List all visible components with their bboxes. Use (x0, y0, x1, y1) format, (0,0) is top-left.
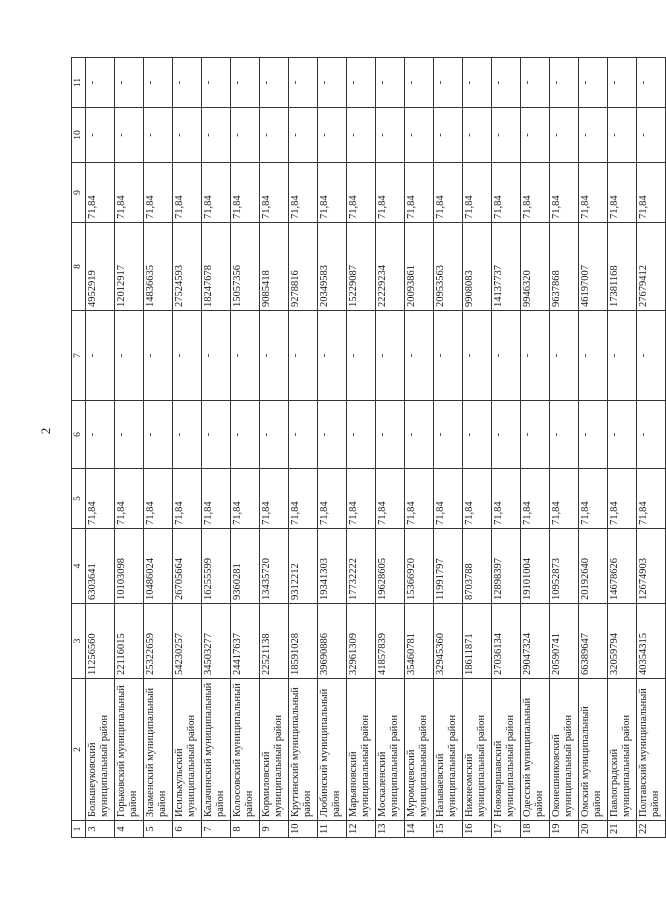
empty-value-cell: - (608, 401, 637, 469)
empty-value-cell: - (376, 401, 405, 469)
value-cell-c5: 71,84 (173, 469, 202, 529)
value-cell-c9: 71,84 (637, 163, 666, 223)
district-name-cell: Оконешниковский муниципальный район (550, 679, 579, 821)
empty-value-cell: - (173, 108, 202, 163)
column-number-1: 1 (72, 821, 86, 838)
empty-value-cell: - (579, 311, 608, 401)
value-cell-c9: 71,84 (608, 163, 637, 223)
value-cell-c3: 66389647 (579, 604, 608, 679)
district-name-cell: Исилькульский муниципальный район (173, 679, 202, 821)
value-cell-c3: 34503277 (202, 604, 231, 679)
table-row (405, 58, 434, 838)
empty-value-cell: - (492, 58, 521, 108)
value-cell-c8: 20349583 (318, 223, 347, 311)
district-name-cell: Нововаршавский муниципальный район (492, 679, 521, 821)
value-cell-c9: 71,84 (231, 163, 260, 223)
district-name-cell: Москаленский муниципальный район (376, 679, 405, 821)
value-cell-c8: 22229234 (376, 223, 405, 311)
value-cell-c3: 18611871 (463, 604, 492, 679)
column-number-2: 2 (72, 679, 86, 821)
value-cell-c9: 71,84 (347, 163, 376, 223)
value-cell-c4: 11991797 (434, 529, 463, 604)
empty-value-cell: - (521, 311, 550, 401)
empty-value-cell: - (434, 401, 463, 469)
value-cell-c9: 71,84 (260, 163, 289, 223)
value-cell-c9: 71,84 (550, 163, 579, 223)
row-number-cell: 22 (637, 821, 666, 838)
value-cell-c8: 14836635 (144, 223, 173, 311)
empty-value-cell: - (463, 108, 492, 163)
empty-value-cell: - (202, 401, 231, 469)
value-cell-c4: 19628605 (376, 529, 405, 604)
value-cell-c8: 9946320 (521, 223, 550, 311)
district-name-cell: Омский муниципальный район (579, 679, 608, 821)
value-cell-c9: 71,84 (115, 163, 144, 223)
empty-value-cell: - (405, 58, 434, 108)
empty-value-cell: - (608, 311, 637, 401)
value-cell-c4: 17732222 (347, 529, 376, 604)
row-number-cell: 15 (434, 821, 463, 838)
district-name-cell: Крутинский муниципальный район (289, 679, 318, 821)
row-number-cell: 5 (144, 821, 173, 838)
value-cell-c8: 27524593 (173, 223, 202, 311)
empty-value-cell: - (405, 401, 434, 469)
value-cell-c5: 71,84 (637, 469, 666, 529)
empty-value-cell: - (434, 58, 463, 108)
value-cell-c5: 71,84 (231, 469, 260, 529)
value-cell-c8: 15057356 (231, 223, 260, 311)
value-cell-c4: 10103098 (115, 529, 144, 604)
district-name-cell: Нижнеомский муниципальный район (463, 679, 492, 821)
value-cell-c9: 71,84 (318, 163, 347, 223)
table-body (72, 58, 666, 838)
empty-value-cell: - (521, 401, 550, 469)
value-cell-c3: 27036134 (492, 604, 521, 679)
row-number-cell: 17 (492, 821, 521, 838)
value-cell-c9: 71,84 (289, 163, 318, 223)
empty-value-cell: - (608, 58, 637, 108)
empty-value-cell: - (405, 108, 434, 163)
empty-value-cell: - (115, 311, 144, 401)
budget-table (71, 57, 666, 838)
value-cell-c8: 9085418 (260, 223, 289, 311)
row-number-cell: 3 (86, 821, 115, 838)
column-number-4: 4 (72, 529, 86, 604)
table-row (492, 58, 521, 838)
empty-value-cell: - (550, 401, 579, 469)
empty-value-cell: - (231, 58, 260, 108)
value-cell-c5: 71,84 (202, 469, 231, 529)
row-number-cell: 6 (173, 821, 202, 838)
value-cell-c4: 9312212 (289, 529, 318, 604)
empty-value-cell: - (637, 108, 666, 163)
empty-value-cell: - (492, 311, 521, 401)
value-cell-c5: 71,84 (289, 469, 318, 529)
table-row (173, 58, 202, 838)
empty-value-cell: - (637, 311, 666, 401)
district-name-cell: Называевский муниципальный район (434, 679, 463, 821)
column-number-11: 11 (72, 58, 86, 108)
value-cell-c9: 71,84 (521, 163, 550, 223)
value-cell-c4: 12674903 (637, 529, 666, 604)
district-name-cell: Павлоградский муниципальный район (608, 679, 637, 821)
district-name-cell: Полтавский муниципальный район (637, 679, 666, 821)
district-name-cell: Калачинский муниципальный район (202, 679, 231, 821)
row-number-cell: 9 (260, 821, 289, 838)
value-cell-c3: 39690886 (318, 604, 347, 679)
empty-value-cell: - (376, 108, 405, 163)
district-name-cell: Горьковский муниципальный район (115, 679, 144, 821)
table-row (115, 58, 144, 838)
value-cell-c9: 71,84 (579, 163, 608, 223)
empty-value-cell: - (318, 311, 347, 401)
value-cell-c3: 32059794 (608, 604, 637, 679)
value-cell-c9: 71,84 (144, 163, 173, 223)
table-row (260, 58, 289, 838)
value-cell-c8: 15229087 (347, 223, 376, 311)
value-cell-c4: 6303641 (86, 529, 115, 604)
empty-value-cell: - (115, 58, 144, 108)
empty-value-cell: - (463, 311, 492, 401)
value-cell-c5: 71,84 (347, 469, 376, 529)
empty-value-cell: - (231, 401, 260, 469)
empty-value-cell: - (463, 58, 492, 108)
row-number-cell: 11 (318, 821, 347, 838)
empty-value-cell: - (173, 311, 202, 401)
empty-value-cell: - (579, 58, 608, 108)
table-row (463, 58, 492, 838)
empty-value-cell: - (550, 58, 579, 108)
empty-value-cell: - (376, 58, 405, 108)
table-row (86, 58, 115, 838)
district-name-cell: Большеуковский муниципальный район (86, 679, 115, 821)
column-number-8: 8 (72, 223, 86, 311)
district-name-cell: Муромцевский муниципальный район (405, 679, 434, 821)
empty-value-cell: - (550, 108, 579, 163)
value-cell-c5: 71,84 (579, 469, 608, 529)
value-cell-c3: 22521138 (260, 604, 289, 679)
value-cell-c5: 71,84 (434, 469, 463, 529)
empty-value-cell: - (260, 108, 289, 163)
district-name-cell: Знаменский муниципальный район (144, 679, 173, 821)
value-cell-c8: 27679412 (637, 223, 666, 311)
table-row (231, 58, 260, 838)
empty-value-cell: - (144, 401, 173, 469)
empty-value-cell: - (376, 311, 405, 401)
empty-value-cell: - (492, 401, 521, 469)
value-cell-c9: 71,84 (434, 163, 463, 223)
empty-value-cell: - (347, 58, 376, 108)
value-cell-c8: 20953563 (434, 223, 463, 311)
value-cell-c9: 71,84 (492, 163, 521, 223)
empty-value-cell: - (144, 311, 173, 401)
row-number-cell: 13 (376, 821, 405, 838)
value-cell-c9: 71,84 (202, 163, 231, 223)
value-cell-c8: 14137737 (492, 223, 521, 311)
value-cell-c5: 71,84 (318, 469, 347, 529)
empty-value-cell: - (637, 401, 666, 469)
row-number-cell: 4 (115, 821, 144, 838)
empty-value-cell: - (521, 108, 550, 163)
empty-value-cell: - (86, 58, 115, 108)
column-number-10: 10 (72, 108, 86, 163)
empty-value-cell: - (434, 108, 463, 163)
empty-value-cell: - (318, 401, 347, 469)
value-cell-c9: 71,84 (463, 163, 492, 223)
row-number-cell: 20 (579, 821, 608, 838)
value-cell-c9: 71,84 (86, 163, 115, 223)
value-cell-c4: 12898397 (492, 529, 521, 604)
empty-value-cell: - (579, 108, 608, 163)
value-cell-c9: 71,84 (376, 163, 405, 223)
value-cell-c3: 25322659 (144, 604, 173, 679)
value-cell-c5: 71,84 (608, 469, 637, 529)
value-cell-c5: 71,84 (115, 469, 144, 529)
value-cell-c4: 13435720 (260, 529, 289, 604)
column-number-row (72, 58, 86, 838)
empty-value-cell: - (260, 58, 289, 108)
value-cell-c4: 16255599 (202, 529, 231, 604)
column-number-7: 7 (72, 311, 86, 401)
empty-value-cell: - (521, 58, 550, 108)
empty-value-cell: - (289, 58, 318, 108)
table-row (637, 58, 666, 838)
page-number: 2 (38, 427, 53, 435)
table-row (318, 58, 347, 838)
value-cell-c8: 12012917 (115, 223, 144, 311)
value-cell-c3: 18591028 (289, 604, 318, 679)
empty-value-cell: - (231, 311, 260, 401)
value-cell-c4: 15366920 (405, 529, 434, 604)
value-cell-c5: 71,84 (521, 469, 550, 529)
table-row (579, 58, 608, 838)
row-number-cell: 16 (463, 821, 492, 838)
table-row (144, 58, 173, 838)
value-cell-c3: 20590741 (550, 604, 579, 679)
value-cell-c5: 71,84 (492, 469, 521, 529)
value-cell-c9: 71,84 (405, 163, 434, 223)
table-row (550, 58, 579, 838)
empty-value-cell: - (347, 311, 376, 401)
value-cell-c5: 71,84 (144, 469, 173, 529)
empty-value-cell: - (492, 108, 521, 163)
value-cell-c4: 14678626 (608, 529, 637, 604)
row-number-cell: 8 (231, 821, 260, 838)
row-number-cell: 21 (608, 821, 637, 838)
row-number-cell: 12 (347, 821, 376, 838)
value-cell-c3: 35460781 (405, 604, 434, 679)
value-cell-c4: 19341303 (318, 529, 347, 604)
value-cell-c8: 9908083 (463, 223, 492, 311)
column-number-9: 9 (72, 163, 86, 223)
empty-value-cell: - (289, 311, 318, 401)
empty-value-cell: - (173, 401, 202, 469)
table-row (347, 58, 376, 838)
district-name-cell: Одесский муниципальный район (521, 679, 550, 821)
value-cell-c3: 41857839 (376, 604, 405, 679)
empty-value-cell: - (318, 58, 347, 108)
empty-value-cell: - (202, 108, 231, 163)
district-name-cell: Колосовский муниципальный район (231, 679, 260, 821)
value-cell-c8: 9637868 (550, 223, 579, 311)
empty-value-cell: - (318, 108, 347, 163)
value-cell-c5: 71,84 (376, 469, 405, 529)
empty-value-cell: - (405, 311, 434, 401)
value-cell-c3: 54230257 (173, 604, 202, 679)
value-cell-c4: 19101004 (521, 529, 550, 604)
empty-value-cell: - (434, 311, 463, 401)
empty-value-cell: - (260, 311, 289, 401)
value-cell-c3: 29047324 (521, 604, 550, 679)
empty-value-cell: - (86, 401, 115, 469)
empty-value-cell: - (173, 58, 202, 108)
value-cell-c8: 18247678 (202, 223, 231, 311)
row-number-cell: 7 (202, 821, 231, 838)
value-cell-c5: 71,84 (550, 469, 579, 529)
value-cell-c8: 9278816 (289, 223, 318, 311)
empty-value-cell: - (144, 108, 173, 163)
empty-value-cell: - (202, 58, 231, 108)
column-number-5: 5 (72, 469, 86, 529)
value-cell-c8: 46197007 (579, 223, 608, 311)
value-cell-c5: 71,84 (86, 469, 115, 529)
row-number-cell: 14 (405, 821, 434, 838)
value-cell-c5: 71,84 (405, 469, 434, 529)
column-number-6: 6 (72, 401, 86, 469)
rotated-table-container (71, 58, 661, 838)
value-cell-c3: 32961309 (347, 604, 376, 679)
value-cell-c4: 26705664 (173, 529, 202, 604)
table-row (434, 58, 463, 838)
value-cell-c3: 22116015 (115, 604, 144, 679)
empty-value-cell: - (289, 108, 318, 163)
value-cell-c3: 32945360 (434, 604, 463, 679)
empty-value-cell: - (115, 401, 144, 469)
row-number-cell: 19 (550, 821, 579, 838)
value-cell-c3: 24417637 (231, 604, 260, 679)
value-cell-c3: 40354315 (637, 604, 666, 679)
empty-value-cell: - (289, 401, 318, 469)
empty-value-cell: - (115, 108, 144, 163)
value-cell-c8: 17381168 (608, 223, 637, 311)
value-cell-c4: 20192640 (579, 529, 608, 604)
table-row (289, 58, 318, 838)
value-cell-c4: 10952873 (550, 529, 579, 604)
value-cell-c3: 11256560 (86, 604, 115, 679)
empty-value-cell: - (637, 58, 666, 108)
value-cell-c8: 20093861 (405, 223, 434, 311)
district-name-cell: Марьяновский муниципальный район (347, 679, 376, 821)
empty-value-cell: - (260, 401, 289, 469)
table-row (521, 58, 550, 838)
empty-value-cell: - (144, 58, 173, 108)
empty-value-cell: - (608, 108, 637, 163)
value-cell-c8: 4952919 (86, 223, 115, 311)
empty-value-cell: - (86, 311, 115, 401)
empty-value-cell: - (550, 311, 579, 401)
column-number-3: 3 (72, 604, 86, 679)
row-number-cell: 10 (289, 821, 318, 838)
empty-value-cell: - (231, 108, 260, 163)
empty-value-cell: - (347, 401, 376, 469)
district-name-cell: Кормиловский муниципальный район (260, 679, 289, 821)
empty-value-cell: - (347, 108, 376, 163)
district-name-cell: Любинский муниципальный район (318, 679, 347, 821)
value-cell-c4: 10486024 (144, 529, 173, 604)
row-number-cell: 18 (521, 821, 550, 838)
value-cell-c4: 9360281 (231, 529, 260, 604)
value-cell-c4: 8703788 (463, 529, 492, 604)
value-cell-c5: 71,84 (463, 469, 492, 529)
empty-value-cell: - (579, 401, 608, 469)
table-row (376, 58, 405, 838)
empty-value-cell: - (86, 108, 115, 163)
table-row (608, 58, 637, 838)
empty-value-cell: - (202, 311, 231, 401)
value-cell-c9: 71,84 (173, 163, 202, 223)
table-row (202, 58, 231, 838)
value-cell-c5: 71,84 (260, 469, 289, 529)
empty-value-cell: - (463, 401, 492, 469)
